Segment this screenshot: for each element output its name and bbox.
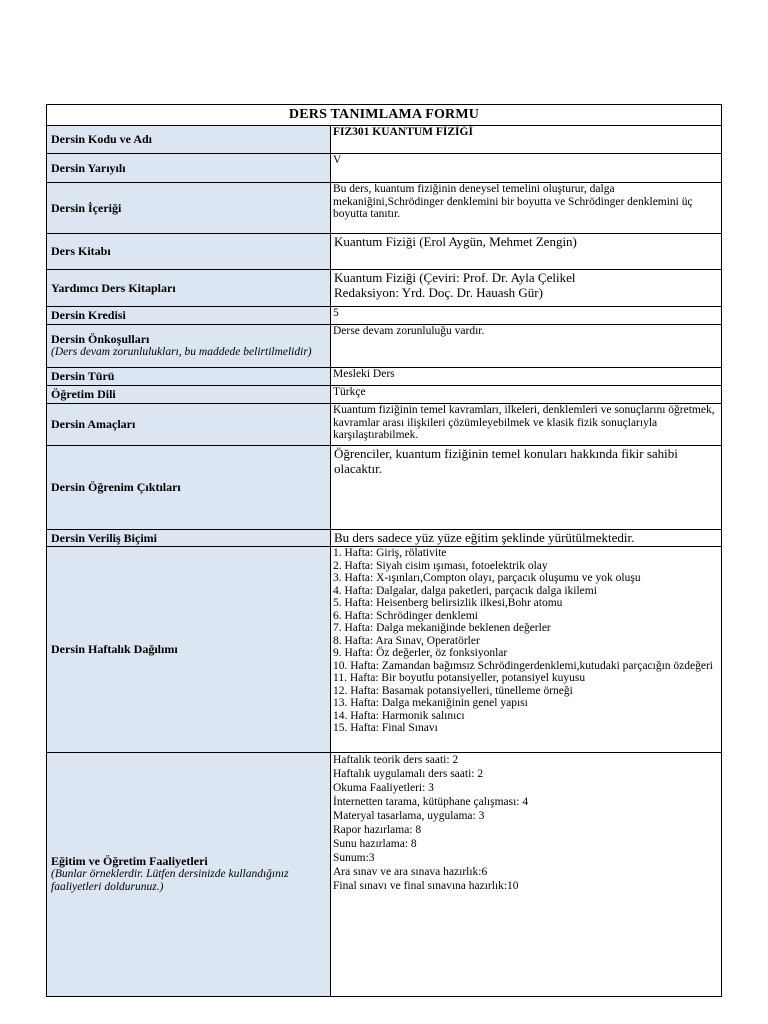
label-outcomes: Dersin Öğrenim Çıktıları	[47, 446, 331, 529]
activity-item: Sunum:3	[333, 852, 375, 864]
weekly-item: 4. Hafta: Dalgalar, dalga paketleri, parçacık dalga ikilemi	[333, 584, 597, 597]
row-content	[47, 183, 721, 234]
course-definition-form	[46, 104, 722, 997]
weekly-item: 6. Hafta: Schrödinger denklemi	[333, 609, 478, 622]
label-delivery: Dersin Veriliş Biçimi	[47, 530, 331, 546]
row-type	[47, 368, 721, 386]
weekly-item: 8. Hafta: Ara Sınav, Operatörler	[333, 634, 480, 647]
value-activities	[331, 753, 721, 996]
label-objectives: Dersin Amaçları	[47, 404, 331, 445]
value-course-code	[331, 126, 721, 153]
weekly-item: 12. Hafta: Basamak potansiyelleri, tünelleme örneği	[333, 684, 573, 697]
row-weekly	[47, 547, 721, 753]
value-semester: V	[333, 154, 342, 166]
row-semester	[47, 154, 721, 183]
activity-item: Sunu hazırlama: 8	[333, 838, 417, 850]
label-language: Öğretim Dili	[47, 386, 331, 403]
value-prereq: Derse devam zorunluluğu vardır.	[333, 325, 485, 337]
label-content: Dersin İçeriği	[47, 183, 331, 233]
value-language: Türkçe	[333, 386, 366, 398]
label-course-code: Dersin Kodu ve Adı	[47, 126, 331, 153]
row-objectives	[47, 404, 721, 446]
label-textbook: Ders Kitabı	[47, 234, 331, 269]
activity-item: Materyal tasarlama, uygulama: 3	[333, 810, 485, 822]
activities-note: (Bunlar örneklerdir. Lütfen dersinizde kullandığınız faaliyetleri doldurunuz.)	[51, 868, 289, 893]
activity-item: Haftalık teorik ders saati: 2	[333, 754, 459, 766]
weekly-item: 11. Hafta: Bir boyutlu potansiyeller, potansiyel kuyusu	[333, 672, 586, 684]
value-content: Bu ders, kuantum fiziğinin deneysel temelini oluşturur, dalga mekaniğini,Schrödinger denklemini bir boyutta ve Schrödinger denklemini üç boyutta tanıtır.	[333, 183, 693, 220]
form-title: DERS TANIMLAMA FORMU	[47, 105, 721, 126]
row-activities	[47, 753, 721, 996]
row-textbook	[47, 234, 721, 270]
value-textbook: Kuantum Fiziği (Erol Aygün, Mehmet Zengin)	[334, 234, 577, 249]
activity-item: Rapor hazırlama: 8	[333, 824, 422, 836]
value-delivery: Bu ders sadece yüz yüze eğitim şeklinde yürütülmektedir.	[334, 530, 635, 545]
value-outcomes: Öğrenciler, kuantum fiziğinin temel konuları hakkında fikir sahibi olacaktır.	[334, 446, 678, 476]
weekly-item: 13. Hafta: Dalga mekaniğinin genel yapısı	[333, 697, 528, 709]
value-credit: 5	[333, 307, 339, 319]
row-aux-books	[47, 270, 721, 307]
activity-item: Haftalık uygulamalı ders saati: 2	[333, 768, 484, 780]
weekly-item: 2. Hafta: Siyah cisim ışıması, fotoelektrik olay	[333, 559, 548, 572]
value-objectives: Kuantum fiziğinin temel kavramları, ilkeleri, denklemleri ve sonuçlarını öğretmek, kavramlar arası ilişkileri çözümleyebilmek ve klasik fizik sonuçlarıyla karşılaştırabilmek.	[333, 404, 715, 441]
activity-item: Okuma Faaliyetleri: 3	[333, 782, 434, 794]
weekly-item: 7. Hafta: Dalga mekaniğinde beklenen değerler	[333, 622, 551, 634]
weekly-item: 3. Hafta: X-ışınları,Compton olayı, parçacık oluşumu ve yok oluşu	[333, 572, 641, 584]
row-prereq	[47, 325, 721, 368]
weekly-item: 14. Hafta: Harmonik salınıcı	[333, 709, 465, 722]
label-prereq	[47, 325, 331, 367]
value-weekly	[331, 547, 721, 752]
label-activities	[47, 753, 331, 996]
value-aux-books	[331, 270, 721, 306]
value-type: Mesleki Ders	[333, 368, 395, 380]
aux-books-line-2: Redaksiyon: Yrd. Doç. Dr. Hauash Gür)	[334, 285, 543, 300]
weekly-item: 1. Hafta: Giriş, rölativite	[333, 547, 447, 559]
activity-item: Final sınavı ve final sınavına hazırlık:10	[333, 880, 519, 892]
label-credit: Dersin Kredisi	[47, 307, 331, 324]
label-aux-books: Yardımcı Ders Kitapları	[47, 270, 331, 306]
row-language	[47, 386, 721, 404]
activity-item: Ara sınav ve ara sınava hazırlık:6	[333, 866, 488, 878]
row-outcomes	[47, 446, 721, 530]
prereq-note: (Ders devam zorunlulukları, bu maddede belirtilmelidir)	[51, 346, 312, 358]
activity-item: İnternetten tarama, kütüphane çalışması: 4	[333, 796, 529, 808]
label-semester: Dersin Yarıyılı	[47, 154, 331, 182]
course-code-text: FIZ301 KUANTUM FİZİĞİ	[333, 126, 473, 138]
label-weekly: Dersin Haftalık Dağılımı	[47, 547, 331, 752]
weekly-item: 10. Hafta: Zamandan bağımsız Schrödingerdenklemi,kutudaki parçacığın özdeğeri	[333, 659, 714, 672]
row-delivery	[47, 530, 721, 547]
label-type: Dersin Türü	[47, 368, 331, 385]
weekly-item: 9. Hafta: Öz değerler, öz fonksiyonlar	[333, 647, 508, 659]
aux-books-line-1: Kuantum Fiziği (Çeviri: Prof. Dr. Ayla Çelikel	[334, 270, 576, 285]
row-credit	[47, 307, 721, 325]
weekly-item: 5. Hafta: Heisenberg belirsizlik ilkesi,Bohr atomu	[333, 597, 563, 609]
row-course-code	[47, 126, 721, 154]
activities-label-text: Eğitim ve Öğretim Faaliyetleri	[51, 854, 208, 868]
prereq-label-text: Dersin Önkoşulları	[51, 332, 150, 346]
weekly-item: 15. Hafta: Final Sınavı	[333, 722, 438, 734]
